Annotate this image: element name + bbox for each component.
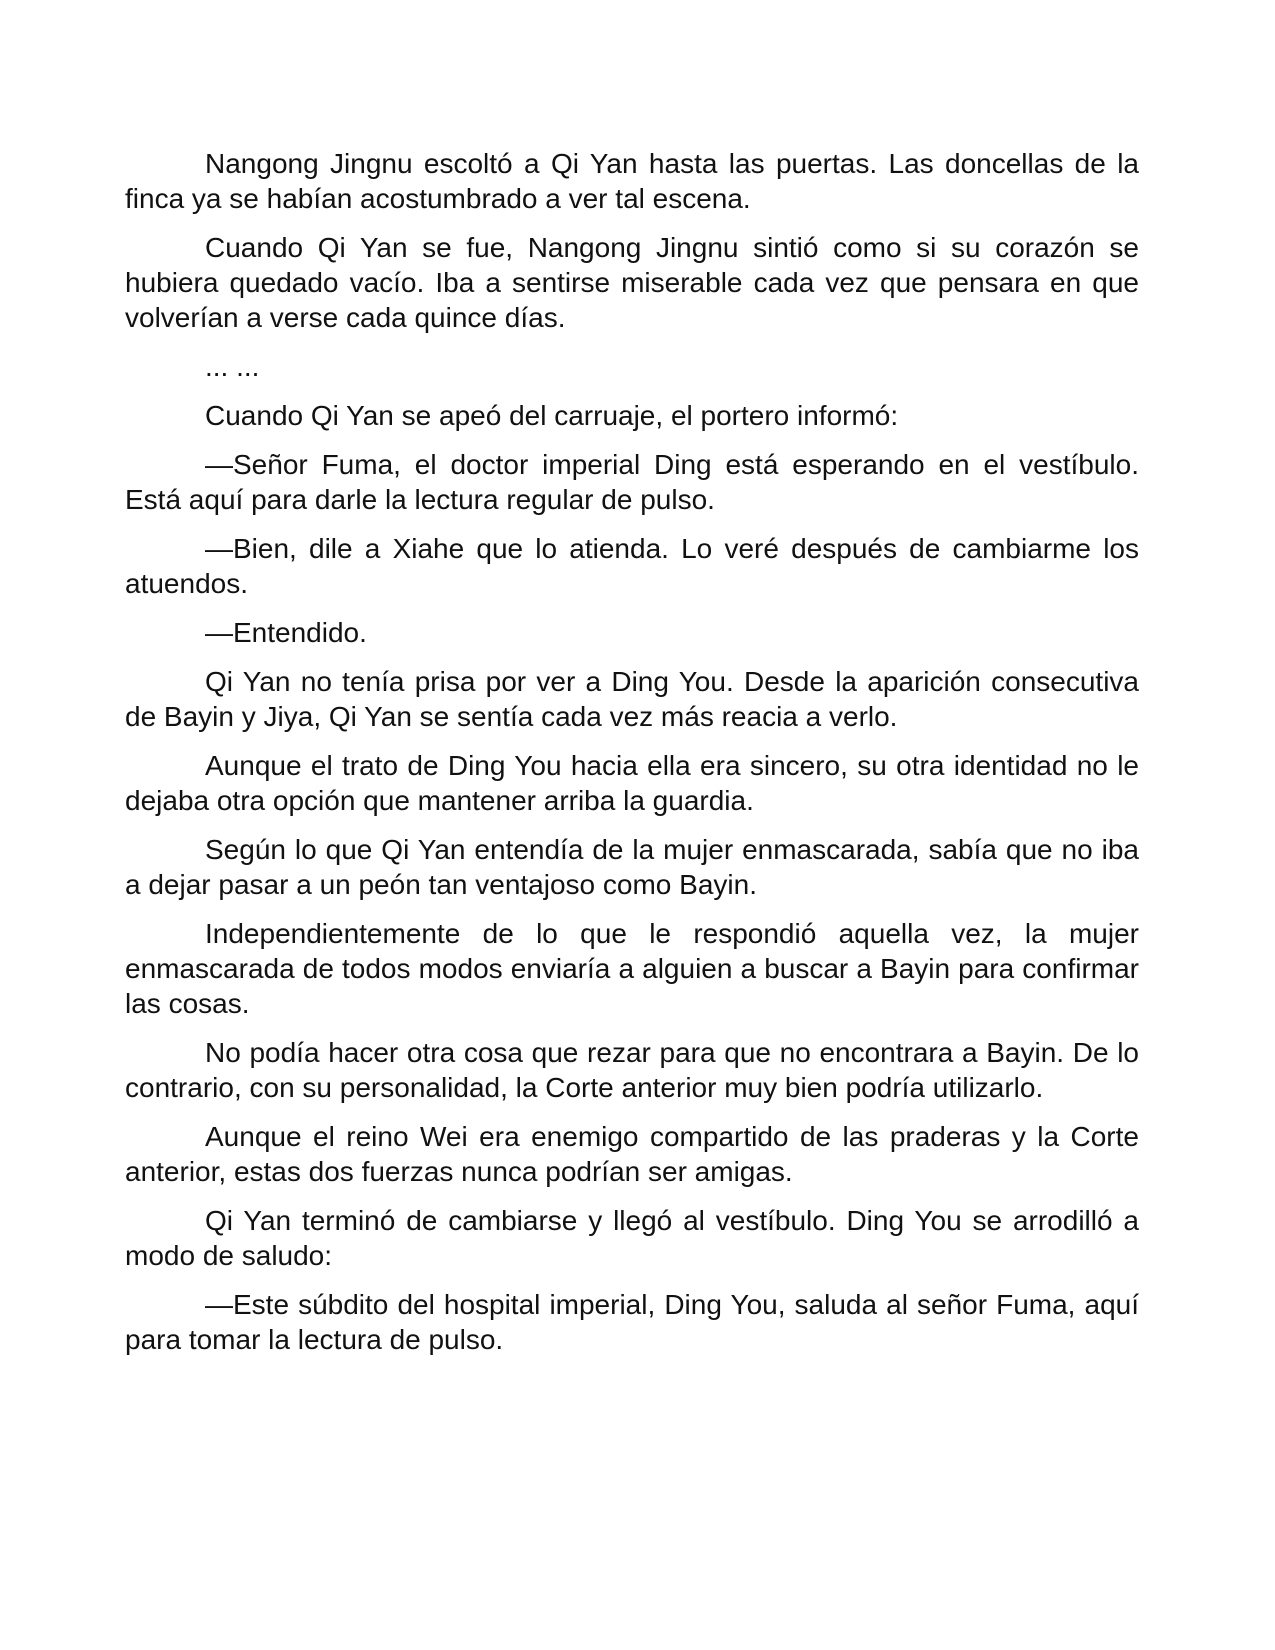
paragraph: Nangong Jingnu escoltó a Qi Yan hasta las puertas. Las doncellas de la finca ya se habían acostumbrado a ver tal escena. — [125, 148, 1139, 214]
paragraph: Qi Yan terminó de cambiarse y llegó al vestíbulo. Ding You se arrodilló a modo de saludo: — [125, 1205, 1139, 1271]
dialogue-paragraph: —Este súbdito del hospital imperial, Ding You, saluda al señor Fuma, aquí para tomar la lectura de pulso. — [125, 1289, 1139, 1355]
dialogue-paragraph: —Señor Fuma, el doctor imperial Ding está esperando en el vestíbulo. Está aquí para darle la lectura regular de pulso. — [125, 449, 1139, 515]
paragraph: Cuando Qi Yan se fue, Nangong Jingnu sintió como si su corazón se hubiera quedado vacío. Iba a sentirse miserable cada vez que pensara en que volverían a verse cada quince días. — [125, 232, 1139, 333]
paragraph: Según lo que Qi Yan entendía de la mujer enmascarada, sabía que no iba a dejar pasar a un peón tan ventajoso como Bayin. — [125, 834, 1139, 900]
paragraph: Cuando Qi Yan se apeó del carruaje, el portero informó: — [205, 400, 899, 431]
scene-break: ... ... — [205, 351, 260, 382]
paragraph: No podía hacer otra cosa que rezar para que no encontrara a Bayin. De lo contrario, con su personalidad, la Corte anterior muy bien podría utilizarlo. — [125, 1037, 1139, 1103]
dialogue-paragraph: —Entendido. — [205, 617, 367, 648]
paragraph: Aunque el reino Wei era enemigo compartido de las praderas y la Corte anterior, estas dos fuerzas nunca podrían ser amigas. — [125, 1121, 1139, 1187]
paragraph: Aunque el trato de Ding You hacia ella era sincero, su otra identidad no le dejaba otra opción que mantener arriba la guardia. — [125, 750, 1139, 816]
paragraph: Independientemente de lo que le respondió aquella vez, la mujer enmascarada de todos modos enviaría a alguien a buscar a Bayin para confirmar las cosas. — [125, 918, 1139, 1019]
dialogue-paragraph: —Bien, dile a Xiahe que lo atienda. Lo veré después de cambiarme los atuendos. — [125, 533, 1139, 599]
paragraph: Qi Yan no tenía prisa por ver a Ding You. Desde la aparición consecutiva de Bayin y Jiya, Qi Yan se sentía cada vez más reacia a verlo. — [125, 666, 1139, 732]
document-page — [125, 146, 1139, 1371]
